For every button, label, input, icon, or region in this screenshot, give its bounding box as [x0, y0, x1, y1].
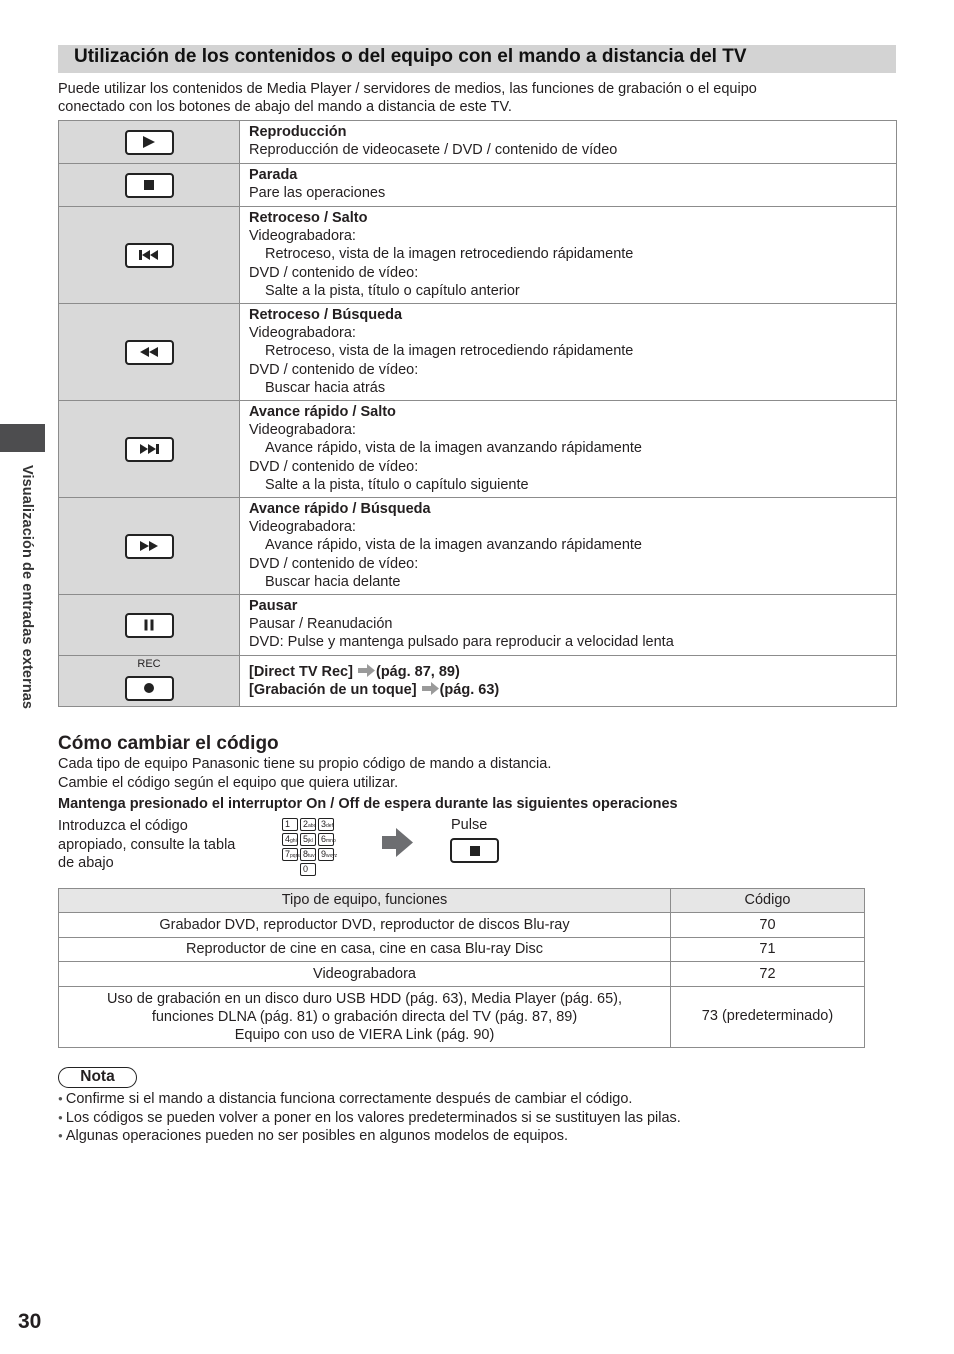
- rec-label: REC: [137, 658, 161, 670]
- control-row-rewind: [59, 304, 897, 401]
- control-desc-line: Videograbadora:: [249, 325, 356, 342]
- control-row-skip-forward: [59, 401, 897, 498]
- stop-button: [450, 838, 499, 863]
- cell-type: [59, 986, 671, 1047]
- stop-icon: [144, 180, 154, 190]
- control-desc-line: DVD / contenido de vídeo:: [249, 555, 419, 572]
- table-row: [59, 937, 865, 962]
- control-title: Reproducción: [249, 124, 347, 140]
- key-5: 5jkl: [300, 833, 316, 846]
- change-code-line: Cambie el código según el equipo que quiera utilizar.: [58, 774, 399, 791]
- ref-label: [Direct TV Rec]: [249, 663, 353, 680]
- header-code: Código: [671, 889, 865, 913]
- section-title: Utilización de los contenidos o del equipo con el mando a distancia del TV: [58, 45, 896, 73]
- arrow-right-icon: [358, 664, 375, 677]
- control-desc-line: DVD / contenido de vídeo:: [249, 458, 419, 475]
- rewind-icon: [140, 347, 158, 357]
- change-code-heading: Cómo cambiar el código: [58, 733, 279, 754]
- skip-forward-button: [125, 437, 174, 462]
- skip-back-icon: [139, 250, 159, 260]
- control-desc-line: Buscar hacia atrás: [265, 379, 386, 396]
- pause-button: [125, 613, 174, 638]
- control-desc-line: Buscar hacia delante: [265, 573, 401, 590]
- control-desc-line: DVD / contenido de vídeo:: [249, 264, 419, 281]
- arrow-right-icon: [382, 828, 413, 857]
- key-4: 4ghi: [282, 833, 298, 846]
- intro-line: Puede utilizar los contenidos de Media Player / servidores de medios, las funciones de grabación o el equipo: [58, 81, 757, 97]
- cell-type: Grabador DVD, reproductor DVD, reproductor de discos Blu-ray: [59, 913, 671, 938]
- key-8: 8tuv: [300, 848, 316, 861]
- change-code-line: Cada tipo de equipo Panasonic tiene su propio código de mando a distancia.: [58, 756, 552, 772]
- cell-type-line: Equipo con uso de VIERA Link (pág. 90): [234, 1027, 495, 1044]
- control-title: Parada: [249, 167, 298, 183]
- cell-code: 71: [671, 937, 865, 962]
- skip-back-button: [125, 243, 174, 268]
- arrow-right-icon: [422, 682, 439, 695]
- fast-forward-button: [125, 534, 174, 559]
- key-9: 9wxyz: [318, 848, 334, 861]
- list-item: ● Confirme si el mando a distancia funciona correctamente después de cambiar el código.: [58, 1090, 681, 1109]
- cell-type: Reproductor de cine en casa, cine en casa Blu-ray Disc: [59, 937, 671, 962]
- rewind-button: [125, 340, 174, 365]
- skip-forward-icon: [139, 444, 159, 454]
- cell-code: 73 (predeterminado): [671, 986, 865, 1047]
- ref-page: (pág. 63): [439, 682, 500, 698]
- record-icon: [144, 683, 154, 693]
- key-0: 0: [300, 863, 316, 876]
- intro-line: conectado con los botones de abajo del mando a distancia de este TV.: [58, 99, 512, 115]
- cell-code: 72: [671, 962, 865, 987]
- list-item: ● Los códigos se pueden volver a poner en los valores predeterminados si se sustituyen las pilas.: [58, 1109, 681, 1128]
- control-desc-line: Retroceso, vista de la imagen retrocediendo rápidamente: [265, 246, 634, 263]
- record-button: [125, 676, 174, 701]
- control-row-pause: [59, 595, 897, 656]
- control-desc-line: Avance rápido, vista de la imagen avanzando rápidamente: [265, 440, 642, 457]
- control-title: Retroceso / Búsqueda: [249, 307, 403, 323]
- code-table-header: [59, 889, 865, 913]
- instruction-bold: Mantenga presionado el interruptor On / Off de espera durante las siguientes operaciones: [58, 796, 678, 812]
- cell-type-line: funciones DLNA (pág. 81) o grabación directa del TV (pág. 87, 89): [151, 1008, 578, 1025]
- cell-type: Videograbadora: [59, 962, 671, 987]
- play-icon: [142, 136, 156, 148]
- step1-text: [58, 817, 268, 873]
- control-row-skip-back: [59, 207, 897, 304]
- remote-controls-table: [58, 120, 897, 707]
- ref-label: [Grabación de un toque]: [249, 682, 417, 698]
- control-desc-line: DVD / contenido de vídeo:: [249, 361, 419, 378]
- control-desc-line: DVD: Pulse y mantenga pulsado para reproducir a velocidad lenta: [249, 634, 674, 651]
- key-2: 2abc: [300, 818, 316, 831]
- cell-code: 70: [671, 913, 865, 938]
- control-row-fast-forward: [59, 498, 897, 595]
- control-title: Avance rápido / Búsqueda: [249, 501, 431, 517]
- key-1: 1: [282, 818, 298, 831]
- control-title: Pausar: [249, 598, 298, 614]
- pause-icon: [145, 620, 154, 631]
- key-7: 7pqrs: [282, 848, 298, 861]
- record-ref-line: [249, 681, 896, 699]
- fast-forward-icon: [140, 541, 158, 551]
- stop-button: [125, 173, 174, 198]
- control-desc-line: Reproducción de videocasete / DVD / contenido de vídeo: [249, 142, 618, 159]
- table-row: [59, 962, 865, 987]
- key-6: 6mno: [318, 833, 334, 846]
- stop-icon: [470, 846, 480, 856]
- step1-line: apropiado, consulte la tabla: [58, 836, 236, 853]
- control-desc-line: Videograbadora:: [249, 422, 356, 439]
- cell-type-line: Uso de grabación en un disco duro USB HDD (pág. 63), Media Player (pág. 65),: [106, 990, 623, 1007]
- control-desc-line: Salte a la pista, título o capítulo siguiente: [265, 476, 529, 493]
- notes-list: [58, 1090, 681, 1146]
- control-title: Retroceso / Salto: [249, 210, 368, 226]
- control-desc-line: Videograbadora:: [249, 228, 356, 245]
- side-tab-marker: [0, 424, 45, 452]
- step2-label: Pulse: [451, 817, 488, 833]
- key-3: 3def: [318, 818, 334, 831]
- control-desc-line: Avance rápido, vista de la imagen avanzando rápidamente: [265, 537, 642, 554]
- change-code-text: [58, 755, 551, 792]
- control-desc-line: Retroceso, vista de la imagen retrocediendo rápidamente: [265, 343, 634, 360]
- table-row: [59, 986, 865, 1047]
- table-row: [59, 913, 865, 938]
- nota-badge: Nota: [58, 1067, 137, 1088]
- control-desc-line: Pare las operaciones: [249, 185, 386, 202]
- page-number: 30: [18, 1310, 42, 1333]
- code-table: [58, 888, 865, 1048]
- control-desc-line: Pausar / Reanudación: [249, 616, 393, 633]
- ref-page: (pág. 87, 89): [375, 663, 460, 680]
- side-section-label: Visualización de entradas externas: [19, 465, 35, 710]
- intro-text: [58, 80, 757, 116]
- play-button: [125, 130, 174, 155]
- control-desc-line: Salte a la pista, título o capítulo anterior: [265, 282, 520, 299]
- control-desc-line: Videograbadora:: [249, 519, 356, 536]
- control-row-record: [59, 656, 897, 707]
- step1-line: de abajo: [58, 855, 114, 871]
- step1-line: Introduzca el código: [58, 818, 188, 834]
- record-ref-line: [249, 663, 896, 681]
- control-title: Avance rápido / Salto: [249, 404, 396, 420]
- header-type: Tipo de equipo, funciones: [59, 889, 671, 913]
- control-row-stop: [59, 164, 897, 207]
- control-row-play: [59, 121, 897, 164]
- list-item: ● Algunas operaciones pueden no ser posibles en algunos modelos de equipos.: [58, 1127, 681, 1146]
